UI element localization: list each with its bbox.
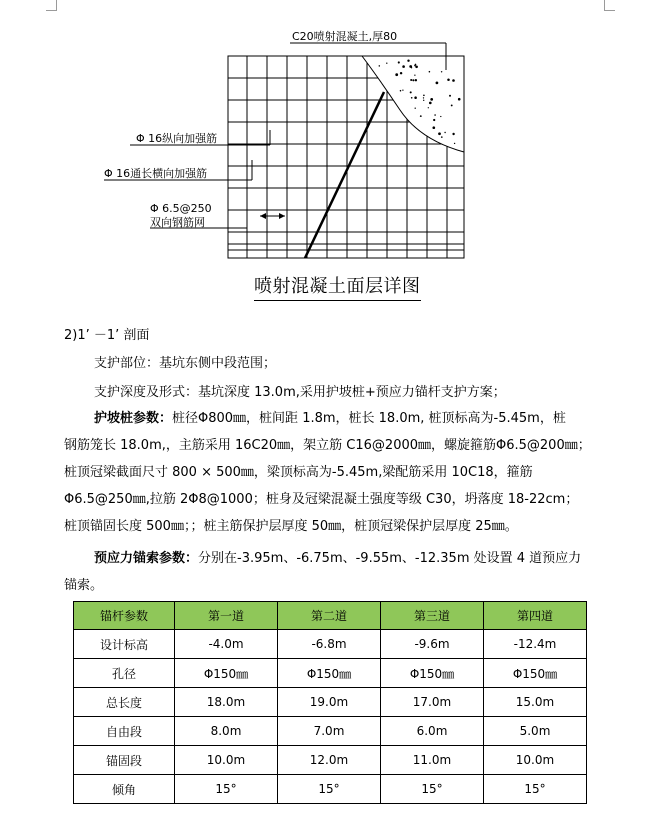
table-cell: 8.0m (175, 717, 278, 746)
support-depth: 支护深度及形式：基坑深度 13.0m,采用护坡桩+预应力锚杆支护方案； (94, 385, 506, 400)
pile-line-2: 钢筋笼长 18.0m,，主筋采用 16C20㎜，架立筋 C16@2000㎜，螺旋箍筋Φ6.5@200㎜； (64, 438, 591, 453)
anchor-title: 预应力锚索参数： (94, 551, 199, 566)
table-cell: 15° (484, 775, 587, 804)
table-cell: 倾角 (74, 775, 175, 804)
table-header-cell: 第一道 (175, 602, 278, 630)
table-header-cell: 锚杆参数 (74, 602, 175, 630)
table-cell: 15.0m (484, 688, 587, 717)
table-cell: 5.0m (484, 717, 587, 746)
table-cell: 10.0m (175, 746, 278, 775)
pile-line-5: 桩顶锚固长度 500㎜；；桩主筋保护层厚度 50㎜，桩顶冠梁保护层厚度 25㎜。 (64, 519, 518, 534)
label-top: C20喷射混凝土,厚80 (292, 30, 398, 43)
table-cell: 19.0m (278, 688, 381, 717)
table-cell: Φ150㎜ (484, 659, 587, 688)
support-location: 支护部位：基坑东侧中段范围； (94, 356, 277, 371)
label-rebar1: Φ 16纵向加强筋 (136, 132, 218, 145)
table-row (74, 717, 587, 746)
table-header-cell: 第二道 (278, 602, 381, 630)
table-row (74, 659, 587, 688)
pile-line-3: 桩顶冠梁截面尺寸 800 × 500㎜，梁顶标高为-5.45m,梁配筋采用 10C18，箍筋 (64, 465, 533, 480)
pile-line-4: Φ6.5@250㎜,拉筋 2Φ8@1000；桩身及冠梁混凝土强度等级 C30，坍落度 18-22cm； (64, 492, 579, 507)
table-header-row (74, 602, 587, 630)
label-mesh2: 双向钢筋网 (150, 216, 205, 229)
table-cell: 锚固段 (74, 746, 175, 775)
table-cell: 18.0m (175, 688, 278, 717)
table-cell: 10.0m (484, 746, 587, 775)
table-cell: 15° (175, 775, 278, 804)
table-cell: Φ150㎜ (278, 659, 381, 688)
table-cell: -6.8m (278, 630, 381, 659)
table-header-cell: 第三道 (381, 602, 484, 630)
table-header-cell: 第四道 (484, 602, 587, 630)
table-cell: -4.0m (175, 630, 278, 659)
table-row (74, 746, 587, 775)
table-cell: 总长度 (74, 688, 175, 717)
anchor-line-2: 锚索。 (64, 578, 104, 593)
table-cell: 自由段 (74, 717, 175, 746)
table-cell: 12.0m (278, 746, 381, 775)
shotcrete-detail-drawing (0, 0, 670, 300)
table-cell: -9.6m (381, 630, 484, 659)
table-row (74, 630, 587, 659)
table-cell: Φ150㎜ (381, 659, 484, 688)
table-row (74, 688, 587, 717)
pile-title: 护坡桩参数： (94, 411, 173, 426)
table-cell: 7.0m (278, 717, 381, 746)
arrow-icon (260, 213, 266, 219)
slope-line (305, 92, 384, 258)
table-cell: 6.0m (381, 717, 484, 746)
table-cell: 11.0m (381, 746, 484, 775)
section-heading: 2)1’ －1’ 剖面 (64, 328, 150, 343)
anchor-parameter-table (73, 601, 587, 804)
table-cell: 孔径 (74, 659, 175, 688)
table-cell: 17.0m (381, 688, 484, 717)
table-cell: Φ150㎜ (175, 659, 278, 688)
table-cell: 15° (381, 775, 484, 804)
arrow-icon (279, 213, 285, 219)
label-rebar2: Φ 16通长横向加强筋 (104, 167, 208, 180)
table-cell: 设计标高 (74, 630, 175, 659)
pile-line-1 (94, 410, 566, 428)
label-mesh1: Φ 6.5@250 (150, 202, 212, 215)
table-cell: 15° (278, 775, 381, 804)
table-cell: -12.4m (484, 630, 587, 659)
figure-caption: 喷射混凝土面层详图 (254, 272, 421, 301)
table-row (74, 775, 587, 804)
anchor-text-1: 分别在-3.95m、-6.75m、-9.55m、-12.35m 处设置 4 道预应力 (198, 551, 582, 566)
pile-text-1: 桩径Φ800㎜，桩间距 1.8m，桩长 18.0m, 桩顶标高为-5.45m，桩 (172, 411, 566, 426)
anchor-line-1 (94, 550, 581, 568)
